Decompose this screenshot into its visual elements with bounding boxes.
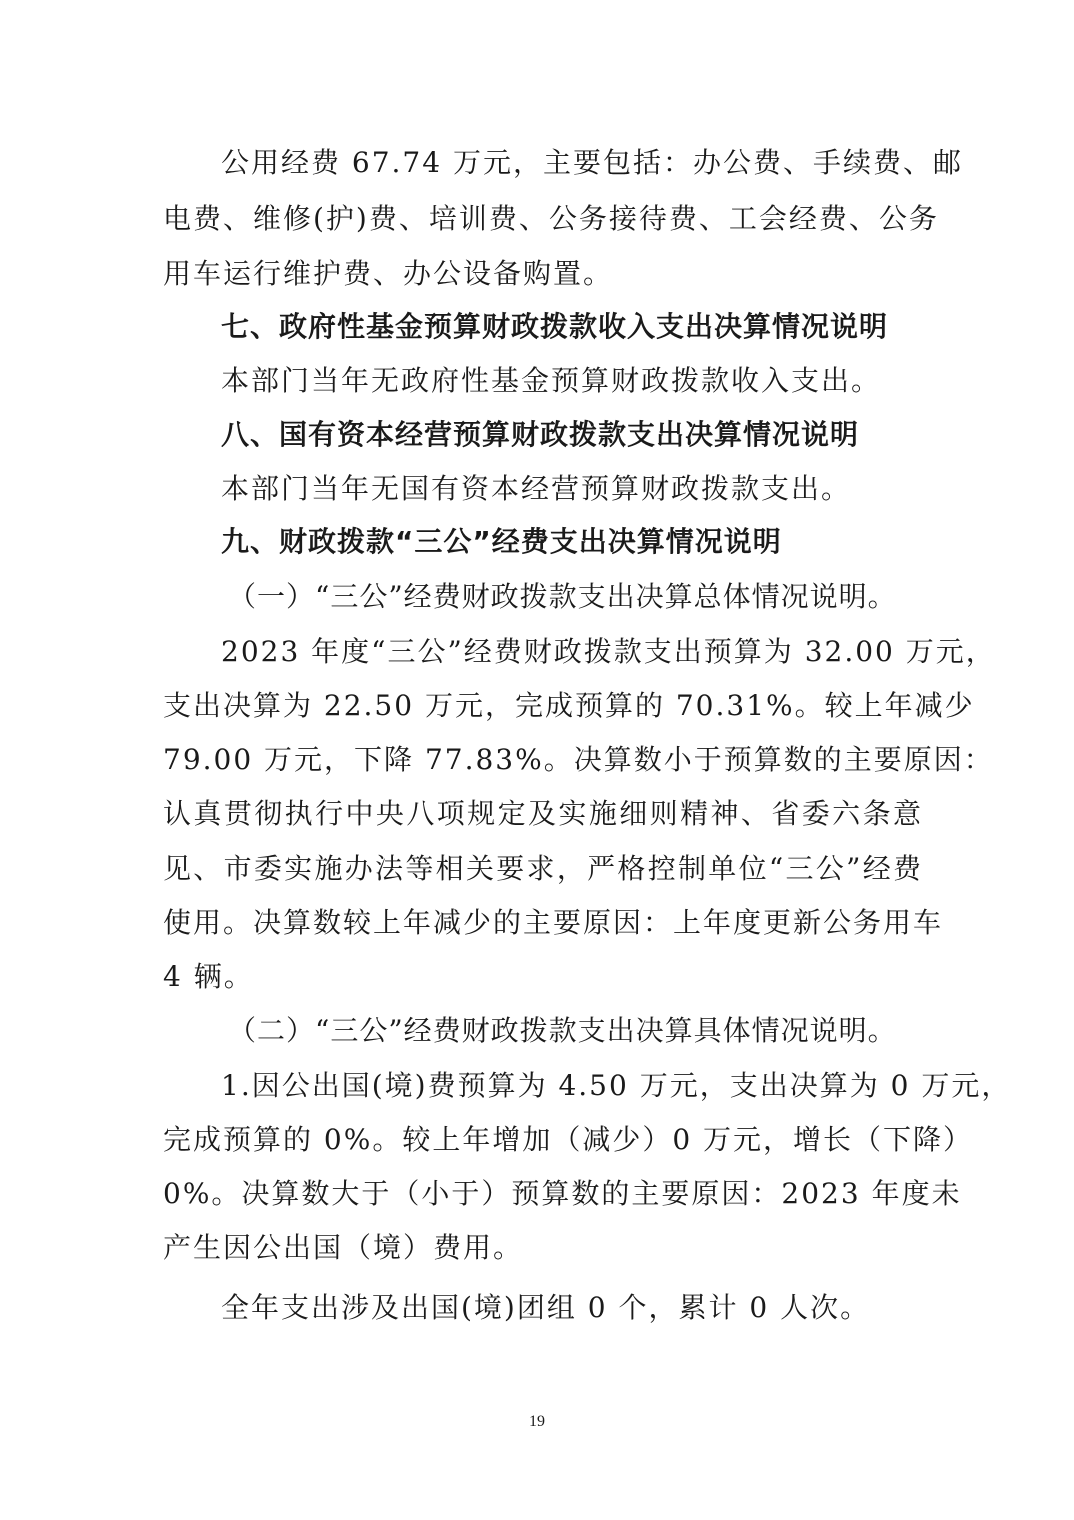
- paragraph-line: 本部门当年无国有资本经营预算财政拨款支出。: [221, 472, 852, 505]
- section-heading-8: 八、国有资本经营预算财政拨款支出决算情况说明: [221, 418, 860, 451]
- paragraph-line: 完成预算的 0%。较上年增加（减少）0 万元，增长（下降）: [163, 1123, 974, 1156]
- subsection-heading-2: （二）“三公”经费财政拨款支出决算具体情况说明。: [228, 1014, 897, 1047]
- paragraph-line: 公用经费 67.74 万元，主要包括：办公费、手续费、邮: [221, 146, 963, 179]
- paragraph-line: 认真贯彻执行中央八项规定及实施细则精神、省委六条意: [163, 797, 923, 830]
- paragraph-line: 4 辆。: [163, 960, 254, 993]
- paragraph-line: 支出决算为 22.50 万元，完成预算的 70.31%。较上年减少: [163, 689, 975, 722]
- paragraph-line: 全年支出涉及出国(境)团组 0 个，累计 0 人次。: [221, 1291, 871, 1324]
- section-heading-7: 七、政府性基金预算财政拨款收入支出决算情况说明: [221, 310, 889, 343]
- paragraph-line: 电费、维修(护)费、培训费、公务接待费、工会经费、公务: [163, 202, 939, 235]
- paragraph-line: 见、市委实施办法等相关要求，严格控制单位“三公”经费: [163, 852, 923, 885]
- page-number: 19: [529, 1413, 545, 1430]
- paragraph-line: 本部门当年无政府性基金预算财政拨款收入支出。: [221, 364, 882, 397]
- paragraph-line: 0%。决算数大于（小于）预算数的主要原因：2023 年度未: [163, 1177, 962, 1210]
- paragraph-line: 用车运行维护费、办公设备购置。: [163, 257, 614, 290]
- subsection-heading-1: （一）“三公”经费财政拨款支出决算总体情况说明。: [228, 580, 897, 613]
- paragraph-line: 1.因公出国(境)费预算为 4.50 万元，支出决算为 0 万元，: [221, 1069, 1012, 1102]
- paragraph-line: 79.00 万元，下降 77.83%。决算数小于预算数的主要原因：: [163, 743, 994, 776]
- paragraph-line: 使用。决算数较上年减少的主要原因：上年度更新公务用车: [163, 906, 944, 939]
- paragraph-line: 产生因公出国（境）费用。: [163, 1231, 524, 1264]
- paragraph-line: 2023 年度“三公”经费财政拨款支出预算为 32.00 万元，: [221, 635, 996, 668]
- section-heading-9: 九、财政拨款“三公”经费支出决算情况说明: [221, 525, 782, 558]
